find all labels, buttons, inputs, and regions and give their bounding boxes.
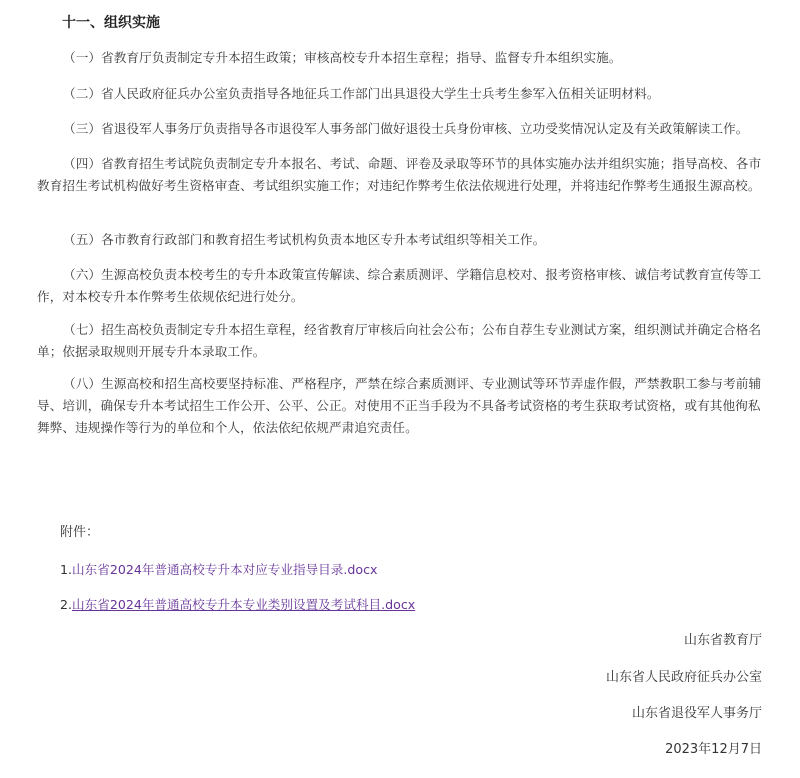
signature-conscription-office: 山东省人民政府征兵办公室 <box>605 670 762 685</box>
paragraph-2: （二）省人民政府征兵办公室负责指导各地征兵工作部门出具退役大学生士兵考生参军入伍相关证明材料。 <box>63 86 660 101</box>
attachment-item-2 <box>60 594 415 613</box>
signature-veterans-dept: 山东省退役军人事务厅 <box>631 706 762 721</box>
attachment-number: 2. <box>60 597 73 612</box>
paragraph-4: （四）省教育招生考试院负责制定专升本报名、考试、命题、评卷及录取等环节的具体实施办法并组织实施；指导高校、各市教育招生考试机构做好考生资格审查、考试组织实施工作；对违纪作弊考生依法依规进行处理，并将违纪作弊考生通报生源高校。 <box>37 156 762 193</box>
signature-education-dept: 山东省教育厅 <box>683 633 762 648</box>
attachment-number: 1. <box>60 562 73 577</box>
paragraph-8: （八）生源高校和招生高校要坚持标准、严格程序，严禁在综合素质测评、专业测试等环节弄虚作假，严禁教职工参与考前辅导、培训，确保专升本考试招生工作公开、公平、公正。对使用不正当手段为不具备考试资格的考生获取考试资格，或有其他徇私舞弊、违规操作等行为的单位和个人，依法依纪依规严肃追究责任。 <box>37 376 762 435</box>
attachment-link-1[interactable]: 山东省2024年普通高校专升本对应专业指导目录.docx <box>72 562 378 577</box>
attachment-link-2[interactable]: 山东省2024年普通高校专升本专业类别设置及考试科目.docx <box>72 597 416 612</box>
paragraph-6: （六）生源高校负责本校考生的专升本政策宣传解读、综合素质测评、学籍信息校对、报考资格审核、诚信考试教育宣传等工作，对本校专升本作弊考生依规依纪进行处分。 <box>37 267 762 304</box>
paragraph-3: （三）省退役军人事务厅负责指导各市退役军人事务部门做好退役士兵身份审核、立功受奖情况认定及有关政策解读工作。 <box>63 121 749 136</box>
attachment-item-1 <box>60 559 377 578</box>
paragraph-5: （五）各市教育行政部门和教育招生考试机构负责本地区专升本考试组织等相关工作。 <box>63 232 546 247</box>
paragraph-1: （一）省教育厅负责制定专升本招生政策；审核高校专升本招生章程；指导、监督专升本组织实施。 <box>63 50 622 65</box>
attachments-label: 附件： <box>60 525 100 540</box>
section-title: 十一、组织实施 <box>62 15 160 31</box>
paragraph-7: （七）招生高校负责制定专升本招生章程，经省教育厅审核后向社会公布；公布自荐生专业测试方案，组织测试并确定合格名单；依据录取规则开展专升本录取工作。 <box>37 322 762 359</box>
document-date: 2023年12月7日 <box>665 742 762 757</box>
